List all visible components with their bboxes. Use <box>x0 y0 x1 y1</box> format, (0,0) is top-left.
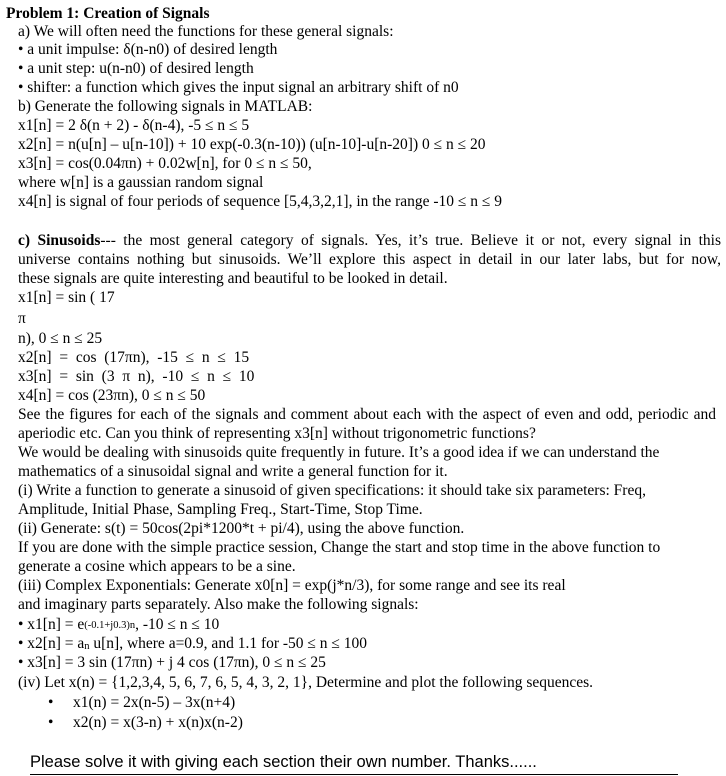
discussion-line: We would be dealing with sinusoids quite frequently in future. It’s a good idea if we can understand the <box>18 444 660 461</box>
part-b-line: x3[n] = cos(0.04πn) + 0.02w[n], for 0 ≤ n ≤ 50, <box>18 155 312 172</box>
exp-signal-x3: • x3[n] = 3 sin (17πn) + j 4 cos (17πn), 0 ≤ n ≤ 25 <box>18 654 326 671</box>
part-a-item: • a unit step: u(n-n0) of desired length <box>18 60 254 77</box>
exp-signal-subscript: n <box>84 641 90 652</box>
pi-symbol: π <box>18 310 26 327</box>
part-a-item: • a unit impulse: δ(n-n0) of desired length <box>18 41 278 58</box>
discussion-line: See the figures for each of the signals and comment about each with the aspect of even and odd, periodic and <box>18 406 716 423</box>
sub-i-line: Amplitude, Initial Phase, Sampling Freq., Start-Time, Stop Time. <box>18 501 423 518</box>
sub-ii-line: If you are done with the simple practice session, Change the start and stop time in the above function to <box>18 539 661 556</box>
exp-signal-x2 <box>18 635 367 655</box>
part-a-item: • shifter: a function which gives the input signal an arbitrary shift of n0 <box>18 79 459 96</box>
exp-signal-text: • x1[n] = e <box>18 616 85 633</box>
part-b-line: where w[n] is a gaussian random signal <box>18 174 264 191</box>
part-a-intro: a) We will often need the functions for these general signals: <box>18 23 394 40</box>
discussion-line: aperiodic etc. Can you think of representing x3[n] without trigonometric functions? <box>18 425 536 442</box>
footer-note: Please solve it with giving each section their own number. Thanks...... <box>30 752 678 775</box>
part-b-line: x2[n] = n(u[n] – u[n-10]) + 10 exp(-0.3(n-10)) (u[n-10]-u[n-20]) 0 ≤ n ≤ 20 <box>18 136 486 153</box>
part-c-intro-line: universe contains nothing but sinusoids. We’ll explore this aspect in detail in our later labs, but for now, <box>18 251 721 268</box>
sub-iv-bullet: • <box>48 714 54 731</box>
sub-iv-item: x2(n) = x(3-n) + x(n)x(n-2) <box>73 714 243 731</box>
part-c-intro-line: these signals are quite interesting and beautiful to be looked in detail. <box>18 270 448 287</box>
sinusoid-x4: x4[n] = cos (23πn), 0 ≤ n ≤ 50 <box>18 387 206 404</box>
sub-iv-line: (iv) Let x(n) = {1,2,3,4, 5, 6, 7, 6, 5, 4, 3, 2, 1}, Determine and plot the following sequences. <box>18 674 594 691</box>
sub-iii-line: and imaginary parts separately. Also make the following signals: <box>18 596 419 613</box>
exp-signal-text: • x2[n] = a <box>18 635 85 652</box>
part-b-intro: b) Generate the following signals in MATLAB: <box>18 98 313 115</box>
part-c-intro <box>18 232 721 250</box>
problem-title: Problem 1: Creation of Signals <box>6 5 210 22</box>
part-c-intro-text: --- the most general category of signals. Yes, it’s true. Believe it or not, every signal in this <box>100 232 722 249</box>
part-c-heading: c) Sinusoids <box>18 232 101 249</box>
exp-signal-range: , -10 ≤ n ≤ 10 <box>135 616 220 633</box>
part-b-line: x4[n] is signal of four periods of sequence [5,4,3,2,1], in the range -10 ≤ n ≤ 9 <box>18 193 503 210</box>
sinusoid-x1-range: n), 0 ≤ n ≤ 25 <box>18 330 103 347</box>
sub-iv-item: x1(n) = 2x(n-5) – 3x(n+4) <box>73 694 236 711</box>
exp-signal-x1 <box>18 616 219 636</box>
sub-iv-bullet: • <box>48 694 54 711</box>
exp-signal-range: u[n], where a=0.9, and 1.1 for -50 ≤ n ≤ 100 <box>89 635 368 652</box>
sub-ii-line: generate a cosine which appears to be a sine. <box>18 558 296 575</box>
sinusoid-x3: x3[n] = sin (3 π n), -10 ≤ n ≤ 10 <box>18 368 255 385</box>
sub-iii-line: (iii) Complex Exponentials: Generate x0[n] = exp(j*n/3), for some range and see its real <box>18 577 566 594</box>
discussion-line: mathematics of a sinusoidal signal and write a general function for it. <box>18 463 448 480</box>
sinusoid-x1: x1[n] = sin ( 17 <box>18 289 115 306</box>
sinusoid-x2: x2[n] = cos (17πn), -15 ≤ n ≤ 15 <box>18 349 250 366</box>
exp-signal-exponent: (-0.1+j0.3)n <box>84 620 136 631</box>
part-b-line: x1[n] = 2 δ(n + 2) - δ(n-4), -5 ≤ n ≤ 5 <box>18 117 250 134</box>
sub-ii-line: (ii) Generate: s(t) = 50cos(2pi*1200*t + pi/4), using the above function. <box>18 520 465 537</box>
sub-i-line: (i) Write a function to generate a sinusoid of given specifications: it should take six parameters: Freq, <box>18 482 646 499</box>
